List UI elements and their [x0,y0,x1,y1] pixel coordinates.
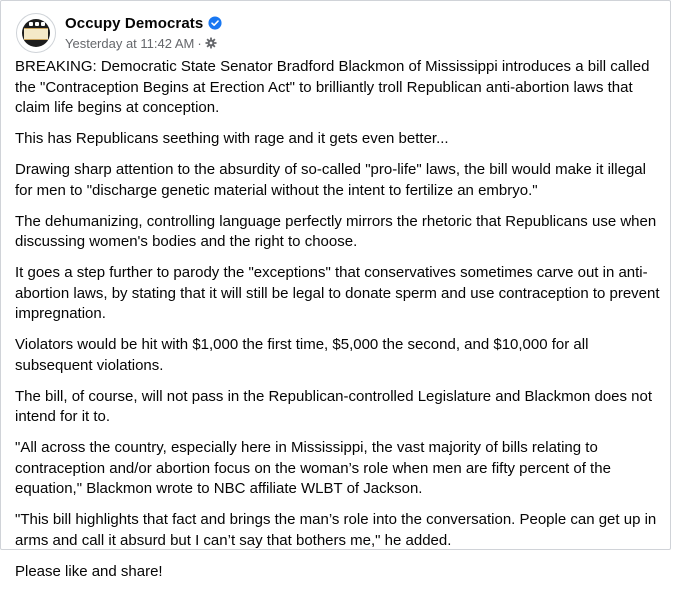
time-row [65,34,222,52]
post-paragraph: The bill, of course, will not pass in the Republican-controlled Legislature and Blackmon does not intend for it to. [15,387,653,425]
avatar-logo-icon [22,19,50,47]
post-paragraph: It goes a step further to parody the "exceptions" that conservatives sometimes carve out in anti-abortion laws, by stating that it will still be legal to donate sperm and use contraception to prevent impregnation. [15,264,660,322]
post-body [15,57,665,593]
verified-badge-icon [208,16,222,30]
post-paragraph: Drawing sharp attention to the absurdity of so-called "pro-life" laws, the bill would make it illegal for men to "discharge genetic material without the intent to fertilize an embryo." [15,161,646,199]
post-paragraph: "This bill highlights that fact and brings the man’s role into the conversation. People can get up in arms and call it absurd but I can’t say that bothers me," he added. [15,511,657,549]
page-name-link[interactable]: Occupy Democrats [65,14,204,32]
post-header [16,13,222,53]
post-paragraph: "All across the country, especially here in Mississippi, the vast majority of bills relating to contraception and/or abortion focus on the woman’s role when men are fifty percent of the equation," Blackmon wrote to NBC affiliate WLBT of Jackson. [15,439,611,497]
post-paragraph: This has Republicans seething with rage and it gets even better... [15,130,449,147]
meta-separator: · [197,35,202,51]
page-avatar[interactable] [16,13,56,53]
post-paragraph: Violators would be hit with $1,000 the first time, $5,000 the second, and $10,000 for all subsequent violations. [15,336,589,374]
name-row [65,13,222,33]
post-paragraph: The dehumanizing, controlling language perfectly mirrors the rhetoric that Republicans use when discussing women's bodies and the right to choose. [15,212,657,250]
post-timestamp-link[interactable]: Yesterday at 11:42 AM [65,35,195,51]
post-paragraph: Please like and share! [15,562,163,580]
post-paragraph: BREAKING: Democratic State Senator Bradford Blackmon of Mississippi introduces a bill called the "Contraception Begins at Erection Act" to brilliantly troll Republican anti-abortion laws that claim life begins at conception. [15,58,650,116]
gear-icon[interactable] [205,37,217,49]
post-meta [65,13,222,52]
